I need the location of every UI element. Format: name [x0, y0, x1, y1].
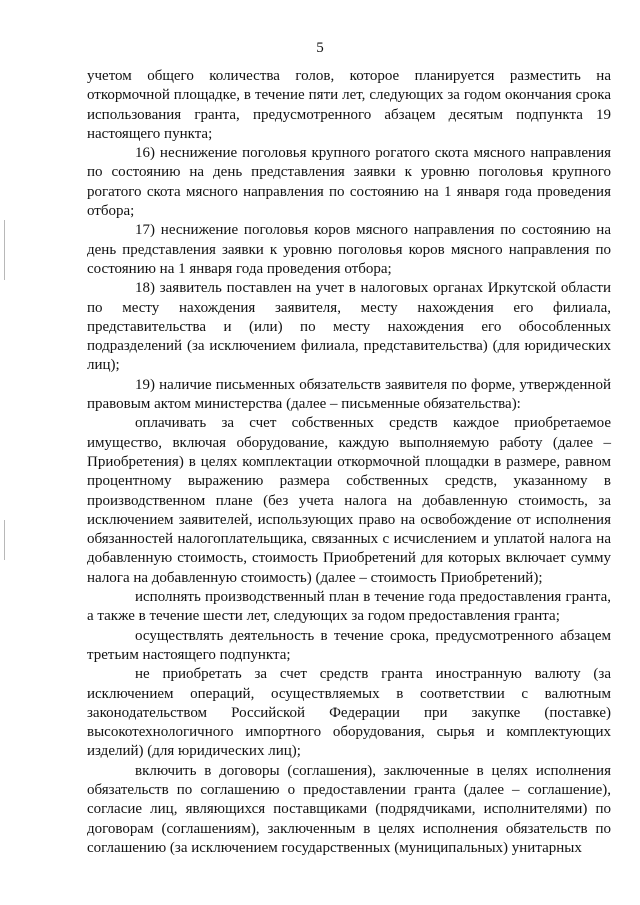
- page-number: 5: [316, 40, 324, 56]
- paragraph-item-18: 18) заявитель поставлен на учет в налоговых органах Иркутской области по месту нахождения заявителя, месту нахождения его филиала, представительства и (или) по месту нахождения его обособленных подразделений (за исключением филиала, представительства) (для юридических лиц);: [87, 280, 611, 374]
- paragraph-obligation-currency: не приобретать за счет средств гранта иностранную валюту (за исключением операций, осуществляемых в соответствии с валютным законодательством Российской Федерации при закупке (поставке) высокотехнологичного импортного оборудования, сырья и комплектующих изделий) (для юридических лиц);: [87, 666, 611, 760]
- paragraph-item-17: 17) неснижение поголовья коров мясного направления по состоянию на день представления заявки к уровню поголовья коров мясного направления по состоянию на 1 января года проведения отбора;: [87, 222, 611, 277]
- paragraph-obligation-activity: осуществлять деятельность в течение срока, предусмотренного абзацем третьим настоящего подпункта;: [87, 627, 611, 663]
- paragraph-obligation-contracts: включить в договоры (соглашения), заключенные в целях исполнения обязательств по соглашению о предоставлении гранта (далее – соглашение), согласие лиц, являющихся поставщиками (подрядчиками, исполнителями) по договорам (соглашениям), заключенным в целях исполнения обязательств по соглашению (за исключением государственных (муниципальных) унитарных: [87, 762, 611, 856]
- scan-margin-mark: [4, 220, 5, 280]
- paragraph-obligation-plan: исполнять производственный план в течение года предоставления гранта, а также в течение шести лет, следующих за годом предоставления гранта;: [87, 589, 611, 625]
- paragraph-item-19: 19) наличие письменных обязательств заявителя по форме, утвержденной правовым актом министерства (далее – письменные обязательства):: [87, 376, 611, 413]
- paragraph-continuation: учетом общего количества голов, которое планируется разместить на откормочной площадке, в течение пяти лет, следующих за годом окончания срока использования гранта, предусмотренного абзацем десятым подпункта 19 настоящего пункта;: [87, 68, 611, 142]
- scan-margin-mark: [4, 520, 5, 560]
- paragraph-item-16: 16) неснижение поголовья крупного рогатого скота мясного направления по состоянию на день представления заявки к уровню поголовья крупного рогатого скота мясного направления по состоянию на 1 января года проведения отбора;: [87, 145, 611, 220]
- paragraph-obligation-payment: оплачивать за счет собственных средств каждое приобретаемое имущество, включая оборудование, каждую выполняемую работу (далее – Приобретения) в целях комплектации откормочной площадки в размере, равном процентному выражению размера собственных средств, указанному в производственном плане (без учета налога на добавленную стоимость, за исключением заявителей, использующих право на освобождение от исполнения обязанностей налогоплательщика, связанных с исчислением и уплатой налога на добавленную стоимость, стоимость Приобретений для которых включает сумму налога на добавленную стоимость) (далее – стоимость Приобретений);: [87, 415, 611, 586]
- document-body: [87, 67, 611, 858]
